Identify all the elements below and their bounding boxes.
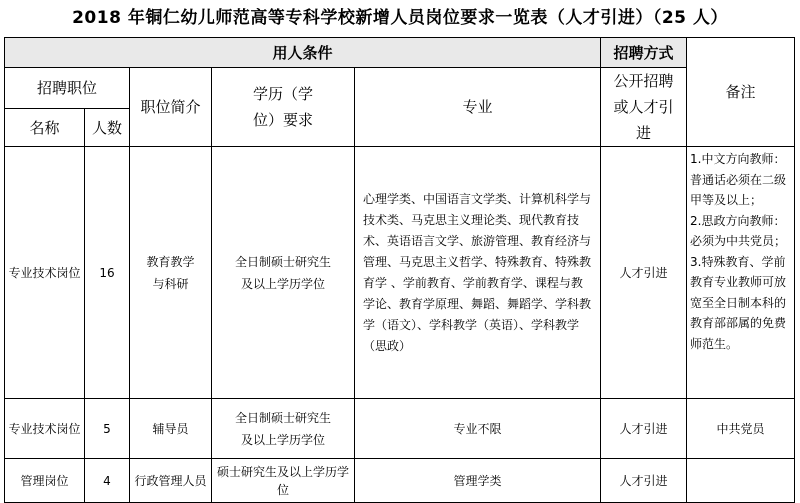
position-count: 16 <box>85 147 130 399</box>
position-name: 管理岗位 <box>5 459 85 503</box>
major-header: 专业 <box>355 68 601 147</box>
remarks <box>687 459 795 503</box>
major-requirement: 管理学类 <box>355 459 601 503</box>
major-requirement: 心理学类、中国语言文学类、计算机科学与技术类、马克思主义理论类、现代教育技术、英语语言文学、旅游管理、教育经济与管理、马克思主义哲学、特殊教育、特殊教育学 、学前教育、学前教育学、课程与教学论、教育学原理、舞蹈、舞蹈学、学科教学（语文）、学科教学（英语）、学科教学（思政） <box>355 147 601 399</box>
major-requirement: 专业不限 <box>355 399 601 459</box>
recruit-method-header: 招聘方式 <box>601 38 687 68</box>
name-header: 名称 <box>5 109 85 147</box>
education-header-text: 学历（学位）要求 <box>252 85 313 129</box>
recruitment-table <box>4 37 795 503</box>
conditions-header: 用人条件 <box>5 38 601 68</box>
position-count: 5 <box>85 399 130 459</box>
remarks: 中共党员 <box>687 399 795 459</box>
position-count: 4 <box>85 459 130 503</box>
education-header <box>212 68 355 147</box>
table-row <box>5 147 795 399</box>
education-requirement <box>212 399 355 459</box>
recruit-method: 人才引进 <box>601 147 687 399</box>
position-name: 专业技术岗位 <box>5 147 85 399</box>
position-intro-text: 教育教学与科研 <box>146 254 195 291</box>
remarks <box>687 147 795 399</box>
position-header: 招聘职位 <box>5 68 130 109</box>
recruit-method: 人才引进 <box>601 459 687 503</box>
education-requirement-text: 全日制硕士研究生及以上学历学位 <box>234 254 331 291</box>
method-header-text: 公开招聘或人才引进 <box>613 72 674 142</box>
remark-item: 1.中文方向教师：普通话必须在二级甲等及以上； <box>690 152 787 207</box>
intro-header: 职位简介 <box>130 68 212 147</box>
position-name: 专业技术岗位 <box>5 399 85 459</box>
table-row <box>5 399 795 459</box>
position-intro: 行政管理人员 <box>130 459 212 503</box>
position-intro: 辅导员 <box>130 399 212 459</box>
page-title: 2018 年铜仁幼儿师范高等专科学校新增人员岗位要求一览表（人才引进）（25 人） <box>72 8 728 28</box>
remark-item: 3.特殊教育、学前教育专业教师可放宽至全日制本科的教育部部属的免费师范生。 <box>690 254 787 351</box>
count-header: 人数 <box>85 109 130 147</box>
method-header <box>601 68 687 147</box>
remark-item: 2.思政方向教师：必须为中共党员； <box>690 213 787 248</box>
position-intro <box>130 147 212 399</box>
recruit-method: 人才引进 <box>601 399 687 459</box>
education-requirement: 硕士研究生及以上学历学位 <box>212 459 355 503</box>
education-requirement-text: 全日制硕士研究生及以上学历学位 <box>234 410 331 447</box>
remarks-header: 备注 <box>687 38 795 147</box>
education-requirement <box>212 147 355 399</box>
table-row <box>5 459 795 503</box>
